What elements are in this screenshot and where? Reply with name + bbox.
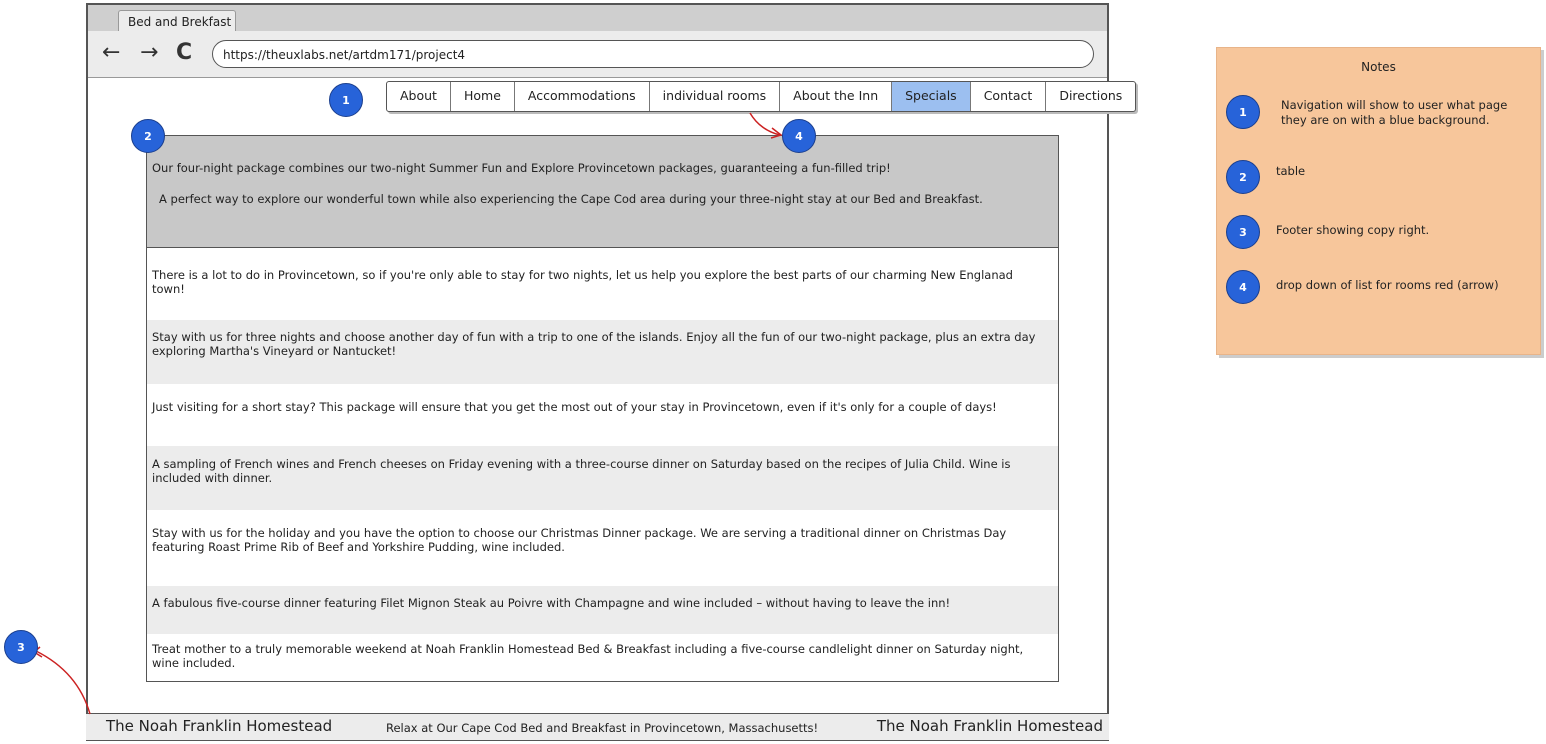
specials-table: [146, 135, 1059, 682]
note-badge-4: 4: [1226, 270, 1260, 304]
header-text-2: A perfect way to explore our wonderful town while also experiencing the Cape Cod area during your three-night stay at our Bed and Breakfast.: [159, 192, 983, 206]
nav-item-accommodations[interactable]: Accommodations: [515, 82, 650, 111]
browser-titlebar: [88, 5, 1107, 32]
notes-panel: [1216, 47, 1541, 355]
table-row: There is a lot to do in Provincetown, so if you're only able to stay for two nights, let us help you explore the best parts of our charming New Englanad town!: [152, 268, 1013, 296]
annotation-badge-1: 1: [329, 83, 363, 117]
table-row: Stay with us for the holiday and you have the option to choose our Christmas Dinner package. We are serving a traditional dinner on Christmas Day featuring Roast Prime Rib of Beef and Yorkshire Pudding, wine included.: [152, 526, 1007, 554]
nav-item-contact[interactable]: Contact: [971, 82, 1047, 111]
footer-brand-right: The Noah Franklin Homestead: [876, 717, 1103, 735]
header-text-1: Our four-night package combines our two-night Summer Fun and Explore Provincetown packages, guaranteeing a fun-filled trip!: [152, 161, 891, 175]
annotation-badge-2: 2: [131, 119, 165, 153]
reload-icon[interactable]: C: [176, 40, 193, 65]
nav-item-about[interactable]: About: [387, 82, 451, 111]
browser-tab[interactable]: Bed and Brekfast: [118, 10, 236, 32]
nav-item-about-the-inn[interactable]: About the Inn: [780, 82, 892, 111]
table-header-row: [147, 136, 1058, 248]
arrow-to-footer: [36, 651, 90, 714]
browser-toolbar: [88, 31, 1107, 78]
footer-tagline: Relax at Our Cape Cod Bed and Breakfast in Provincetown, Massachusetts!: [386, 721, 819, 735]
table-row: A sampling of French wines and French cheeses on Friday evening with a three-course dinner on Saturday based on the recipes of Julia Child. Wine is included with dinner.: [147, 446, 1058, 510]
note-text-2: table: [1276, 164, 1306, 178]
table-row: Stay with us for three nights and choose another day of fun with a trip to one of the islands. Enjoy all the fun of our two-night package, plus an extra day exploring Martha's Vineyard or Nantucket!: [147, 320, 1058, 384]
note-badge-1: 1: [1226, 95, 1260, 129]
note-text-4: drop down of list for rooms red (arrow): [1276, 278, 1499, 292]
back-arrow-icon[interactable]: ←: [102, 40, 121, 65]
nav-item-specials[interactable]: Specials: [892, 82, 971, 111]
note-text-1: Navigation will show to user what page they are on with a blue background.: [1281, 98, 1508, 127]
footer-brand-left: The Noah Franklin Homestead: [106, 717, 333, 735]
main-nav: [386, 81, 1136, 112]
note-text-3: Footer showing copy right.: [1276, 223, 1430, 237]
page-footer: [86, 713, 1109, 741]
note-badge-3: 3: [1226, 215, 1260, 249]
annotation-badge-3: 3: [4, 630, 38, 664]
note-badge-2: 2: [1226, 160, 1260, 194]
table-row: Treat mother to a truly memorable weekend at Noah Franklin Homestead Bed & Breakfast including a five-course candlelight dinner on Saturday night, wine included.: [152, 642, 1024, 670]
nav-item-individual-rooms[interactable]: individual rooms: [650, 82, 781, 111]
table-row: A fabulous five-course dinner featuring Filet Mignon Steak au Poivre with Champagne and wine included – without having to leave the inn!: [147, 586, 1058, 634]
nav-item-directions[interactable]: Directions: [1059, 88, 1123, 103]
annotation-badge-4: 4: [782, 119, 816, 153]
table-row: Just visiting for a short stay? This package will ensure that you get the most out of your stay in Provincetown, even if it's only for a couple of days!: [152, 400, 997, 414]
notes-title: Notes: [1361, 60, 1396, 74]
nav-item-home[interactable]: Home: [451, 82, 515, 111]
forward-arrow-icon[interactable]: →: [140, 40, 159, 65]
url-input[interactable]: https://theuxlabs.net/artdm171/project4: [212, 40, 1094, 68]
